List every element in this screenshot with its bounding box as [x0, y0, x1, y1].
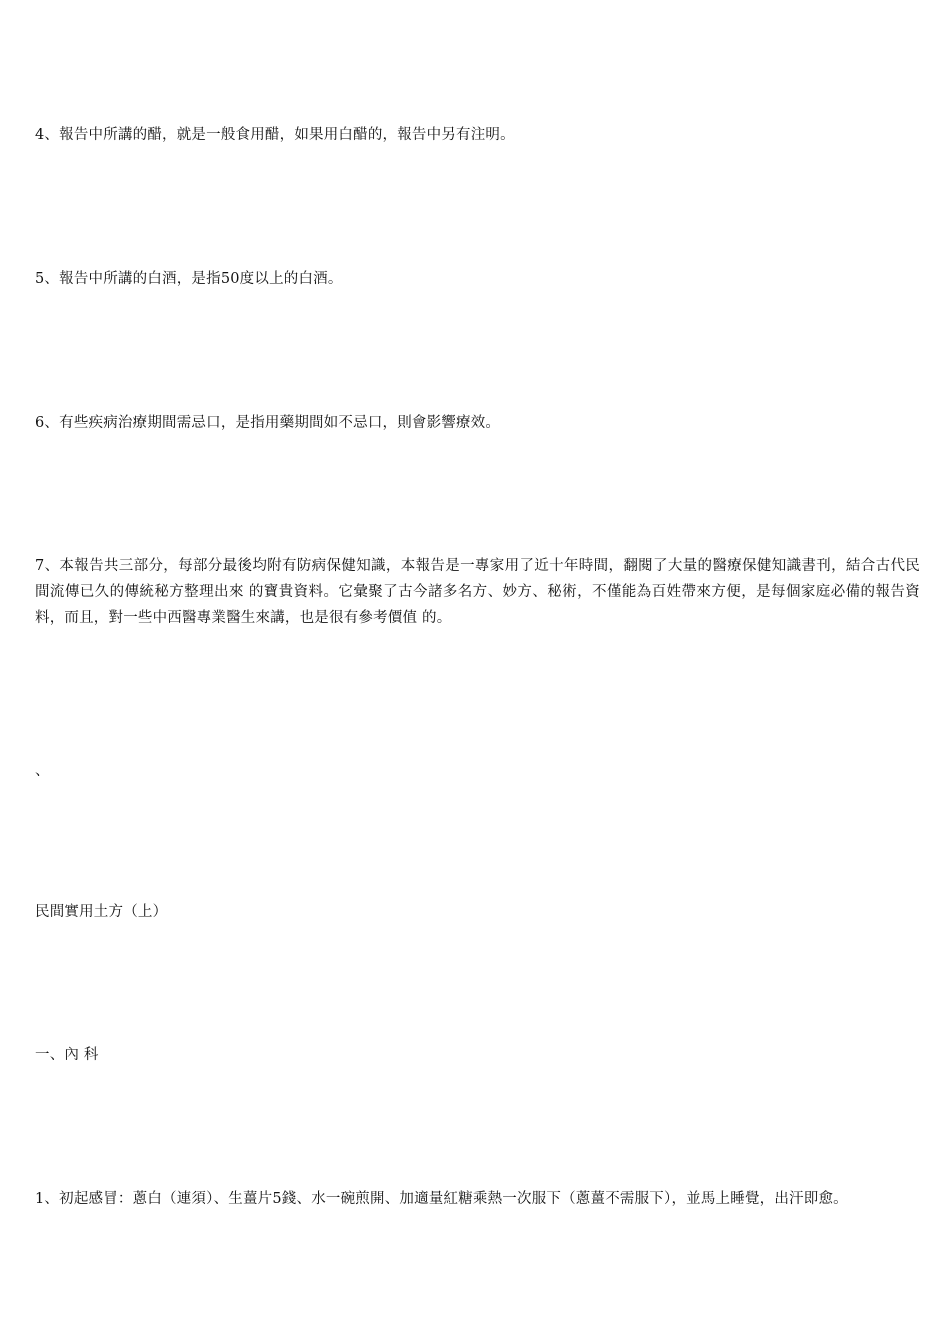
- remedy-item-1: 1、初起感冒：蔥白（連須）、生薑片5錢、水一碗煎開、加適量紅糖乘熱一次服下（蔥薑不需服下），並馬上睡覺，出汗即愈。: [35, 1191, 848, 1207]
- subsection-heading: 一、內 科: [35, 1047, 99, 1063]
- paragraph-item-4: 4、報告中所講的醋，就是一般食用醋，如果用白醋的，報告中另有注明。: [35, 127, 515, 143]
- paragraph-item-5: 5、報告中所講的白酒，是指50度以上的白酒。: [35, 271, 343, 287]
- section-title: 民間實用土方（上）: [35, 904, 168, 920]
- stray-punctuation: 、: [35, 763, 50, 779]
- paragraph-item-7: 7、本報告共三部分，每部分最後均附有防病保健知識，本報告是一專家用了近十年時間，翻閱了大量的醫療保健知識書刊，結合古代民間流傳已久的傳統秘方整理出來 的寶貴資料。它彙聚了古今諸多名方、妙方、秘術，不僅能為百姓帶來方便，是每個家庭必備的報告資料，而且，對一些中西醫專業醫生來講，也是很有參考價值 的。: [35, 558, 920, 626]
- paragraph-item-6: 6、有些疾病治療期間需忌口，是指用藥期間如不忌口，則會影響療效。: [35, 415, 501, 431]
